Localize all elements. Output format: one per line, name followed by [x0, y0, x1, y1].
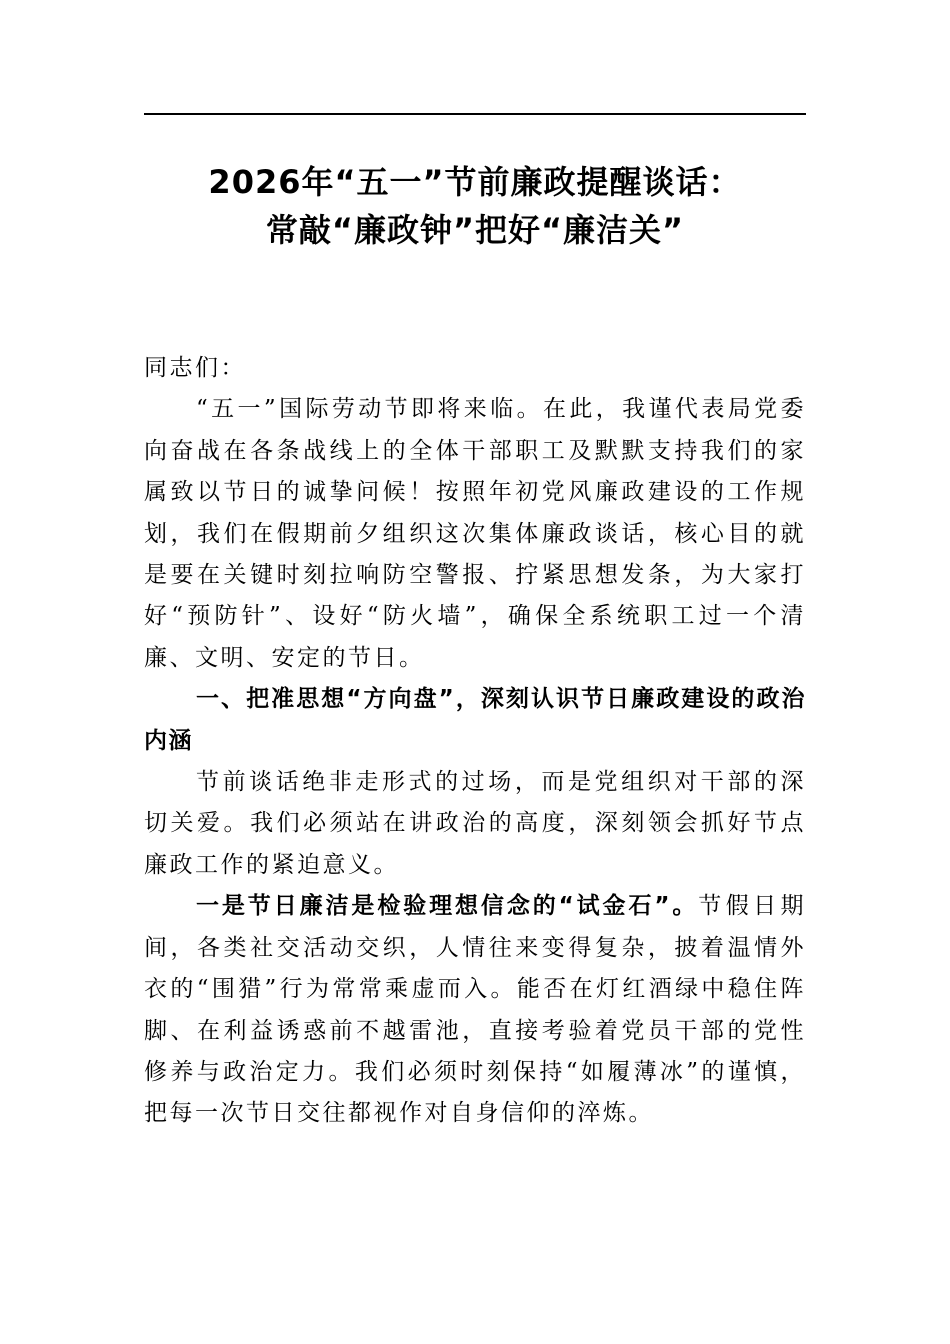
point-1-body: 节假日期间，各类社交活动交织，人情往来变得复杂，披着温情外衣的“围猎”行为常常乘虚而入。能否在灯红酒绿中稳住阵脚、在利益诱惑前不越雷池，直接考验着党员干部的党性修养与政治定力。我们必须时刻保持“如履薄冰”的谨慎，把每一次节日交往都视作对自身信仰的淬炼。: [144, 893, 807, 1127]
section-heading-1: 一、把准思想“方向盘”，深刻认识节日廉政建设的政治内涵: [144, 686, 806, 754]
point-1-lead: 一是节日廉洁是检验理想信念的“试金石”。: [196, 893, 699, 920]
paragraph-point-1: [144, 886, 806, 1134]
top-divider-line: [144, 113, 806, 115]
title-line-1: 2026年“五一”节前廉政提醒谈话：: [208, 163, 742, 201]
paragraph-section-1: 节前谈话绝非走形式的过场，而是党组织对干部的深切关爱。我们必须站在讲政治的高度，深刻领会抓好节点廉政工作的紧迫意义。: [144, 769, 806, 878]
salutation: 同志们：: [144, 355, 246, 381]
title-line-2: 常敲“廉政钟”把好“廉洁关”: [265, 211, 685, 249]
document-title: [144, 158, 806, 254]
paragraph-intro: “五一”国际劳动节即将来临。在此，我谨代表局党委向奋战在各条战线上的全体干部职工及默默支持我们的家属致以节日的诚挚问候！按照年初党风廉政建设的工作规划，我们在假期前夕组织这次集体廉政谈话，核心目的就是要在关键时刻拉响防空警报、拧紧思想发条，为大家打好“预防针”、设好“防火墙”，确保全系统职工过一个清廉、文明、安定的节日。: [144, 396, 806, 671]
document-body: [144, 348, 806, 1135]
